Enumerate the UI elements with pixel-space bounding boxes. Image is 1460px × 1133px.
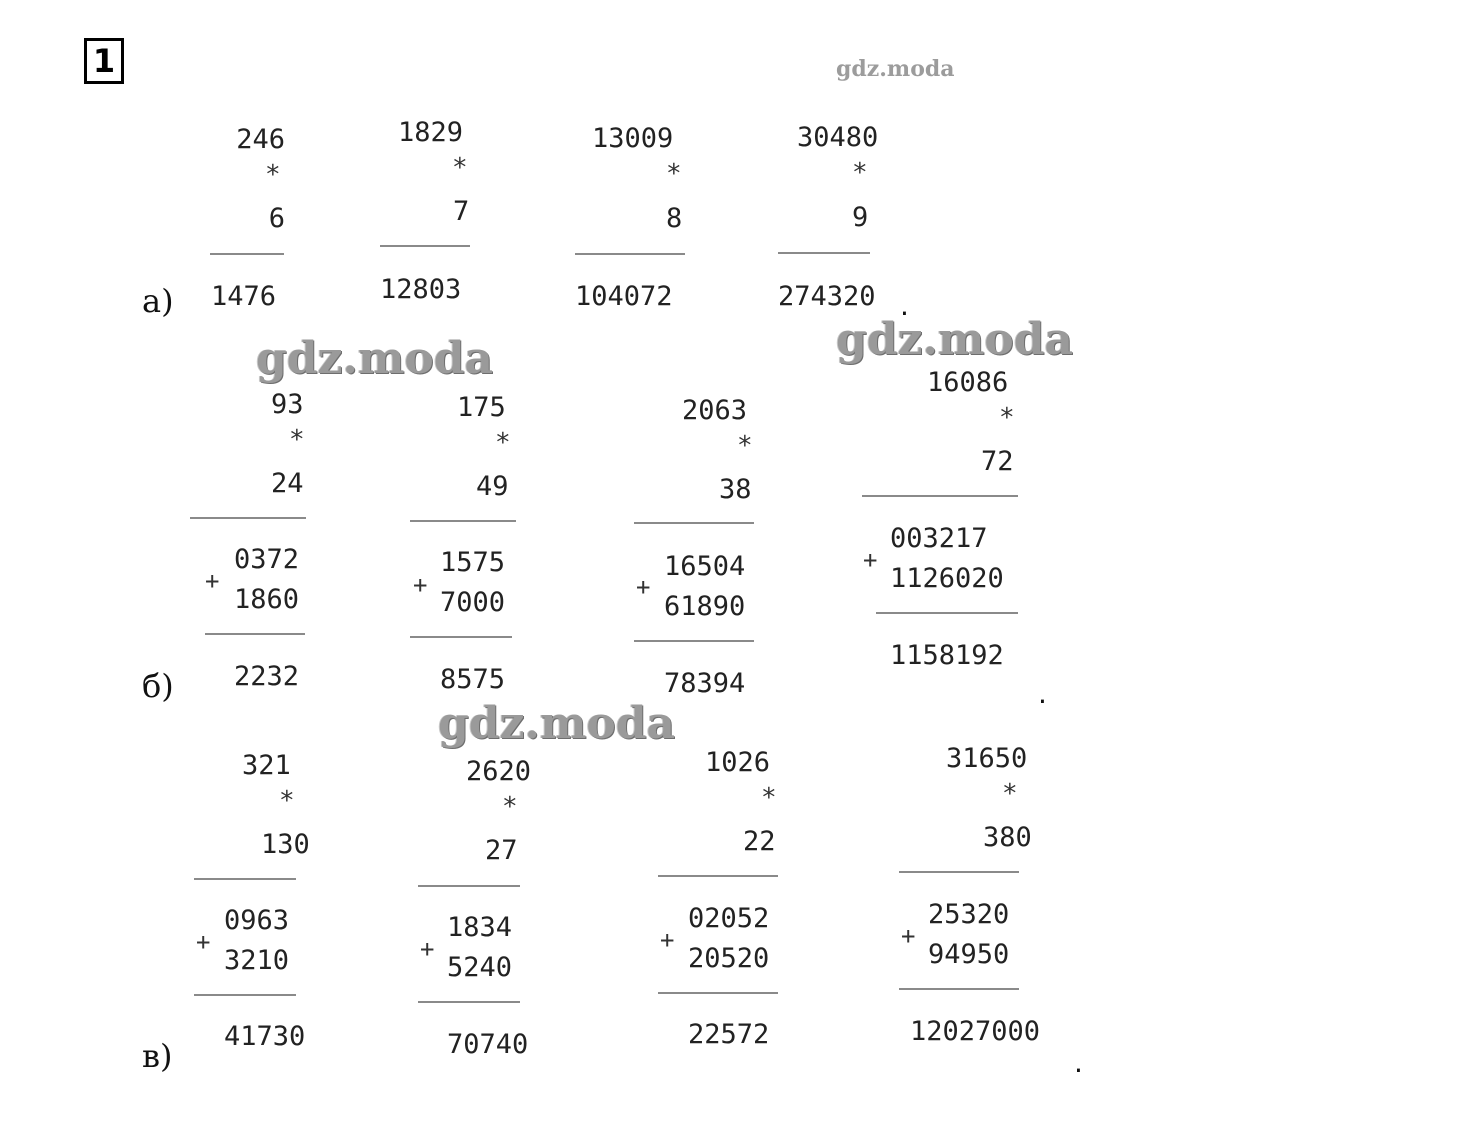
plus-sign: + <box>196 928 211 956</box>
sum-line <box>899 988 1019 990</box>
partial-product: 0963 <box>224 905 290 936</box>
partial-product: 3210 <box>224 945 290 976</box>
multiplier: 9 <box>852 202 869 233</box>
product-line <box>899 871 1019 873</box>
plus-sign: + <box>205 567 220 595</box>
multiplier: 72 <box>981 446 1014 477</box>
sum-line <box>634 640 754 642</box>
result: 8575 <box>440 664 506 695</box>
multiplicand: 16086 <box>927 367 1009 398</box>
partial-product: 61890 <box>664 591 746 622</box>
end-mark: . <box>1074 1046 1083 1079</box>
product-line <box>634 522 754 524</box>
multiplier: 6 <box>268 203 285 234</box>
result: 78394 <box>664 668 746 699</box>
plus-sign: + <box>420 935 435 963</box>
product-line <box>194 878 296 880</box>
multiplicand: 2620 <box>466 756 532 787</box>
watermark: gdz.moda <box>438 698 676 749</box>
result-line <box>380 245 470 247</box>
task-number-badge: 1 <box>84 38 124 84</box>
partial-product: 20520 <box>688 943 770 974</box>
partial-product: 003217 <box>890 523 988 554</box>
partial-product: 5240 <box>447 952 513 983</box>
partial-product: 94950 <box>928 939 1010 970</box>
multiplier: 380 <box>983 822 1032 853</box>
plus-sign: + <box>636 573 651 601</box>
multiply-sign: * <box>289 425 305 455</box>
product-line <box>658 875 778 877</box>
multiplier: 22 <box>743 826 776 857</box>
end-mark: . <box>1038 677 1047 710</box>
partial-product: 7000 <box>440 587 506 618</box>
partial-product: 16504 <box>664 551 746 582</box>
result-line <box>575 253 685 255</box>
sum-line <box>205 633 305 635</box>
multiplicand: 30480 <box>797 122 879 153</box>
partial-product: 1860 <box>234 584 300 615</box>
sum-line <box>876 612 1018 614</box>
result: 1158192 <box>890 640 1004 671</box>
multiply-sign: * <box>761 783 777 813</box>
multiplier: 24 <box>271 468 304 499</box>
sum-line <box>410 636 512 638</box>
multiplier: 38 <box>719 474 752 505</box>
section-label-c: в) <box>142 1037 173 1075</box>
multiply-sign: * <box>495 428 511 458</box>
result: 12027000 <box>910 1016 1041 1047</box>
multiplicand: 1026 <box>705 747 771 778</box>
result: 274320 <box>778 281 876 312</box>
multiply-sign: * <box>852 158 868 188</box>
multiplier: 8 <box>666 203 683 234</box>
product-line <box>410 520 516 522</box>
multiply-sign: * <box>999 403 1015 433</box>
multiplicand: 246 <box>236 124 285 155</box>
partial-product: 1126020 <box>890 563 1004 594</box>
multiplicand: 1829 <box>398 117 464 148</box>
partial-product: 0372 <box>234 544 300 575</box>
section-label-a: а) <box>142 282 174 320</box>
multiplier: 130 <box>261 829 310 860</box>
multiply-sign: * <box>502 792 518 822</box>
watermark: gdz.moda <box>836 314 1074 365</box>
multiplicand: 2063 <box>682 395 748 426</box>
plus-sign: + <box>901 922 916 950</box>
multiply-sign: * <box>452 153 468 183</box>
sum-line <box>194 994 296 996</box>
multiplicand: 93 <box>271 389 304 420</box>
multiply-sign: * <box>265 160 281 190</box>
plus-sign: + <box>413 571 428 599</box>
partial-product: 02052 <box>688 903 770 934</box>
result: 12803 <box>380 274 462 305</box>
result-line <box>778 252 870 254</box>
multiplicand: 31650 <box>946 743 1028 774</box>
watermark: gdz.moda <box>256 333 494 384</box>
multiplier: 49 <box>476 471 509 502</box>
multiplicand: 13009 <box>592 123 674 154</box>
multiplier: 27 <box>485 835 518 866</box>
partial-product: 25320 <box>928 899 1010 930</box>
result-line <box>210 253 284 255</box>
multiply-sign: * <box>279 786 295 816</box>
multiplicand: 175 <box>457 392 506 423</box>
partial-product: 1575 <box>440 547 506 578</box>
sum-line <box>418 1001 520 1003</box>
plus-sign: + <box>863 546 878 574</box>
result: 22572 <box>688 1019 770 1050</box>
plus-sign: + <box>660 926 675 954</box>
watermark: gdz.moda <box>836 56 955 82</box>
result: 41730 <box>224 1021 306 1052</box>
multiply-sign: * <box>666 159 682 189</box>
end-mark: . <box>900 289 909 322</box>
result: 1476 <box>211 281 277 312</box>
product-line <box>862 495 1018 497</box>
result: 70740 <box>447 1029 529 1060</box>
section-label-b: б) <box>142 667 174 705</box>
multiply-sign: * <box>737 431 753 461</box>
multiply-sign: * <box>1002 779 1018 809</box>
product-line <box>190 517 306 519</box>
result: 104072 <box>575 281 673 312</box>
partial-product: 1834 <box>447 912 513 943</box>
product-line <box>418 885 520 887</box>
sum-line <box>658 992 778 994</box>
multiplicand: 321 <box>242 750 291 781</box>
multiplier: 7 <box>453 196 470 227</box>
result: 2232 <box>234 661 300 692</box>
